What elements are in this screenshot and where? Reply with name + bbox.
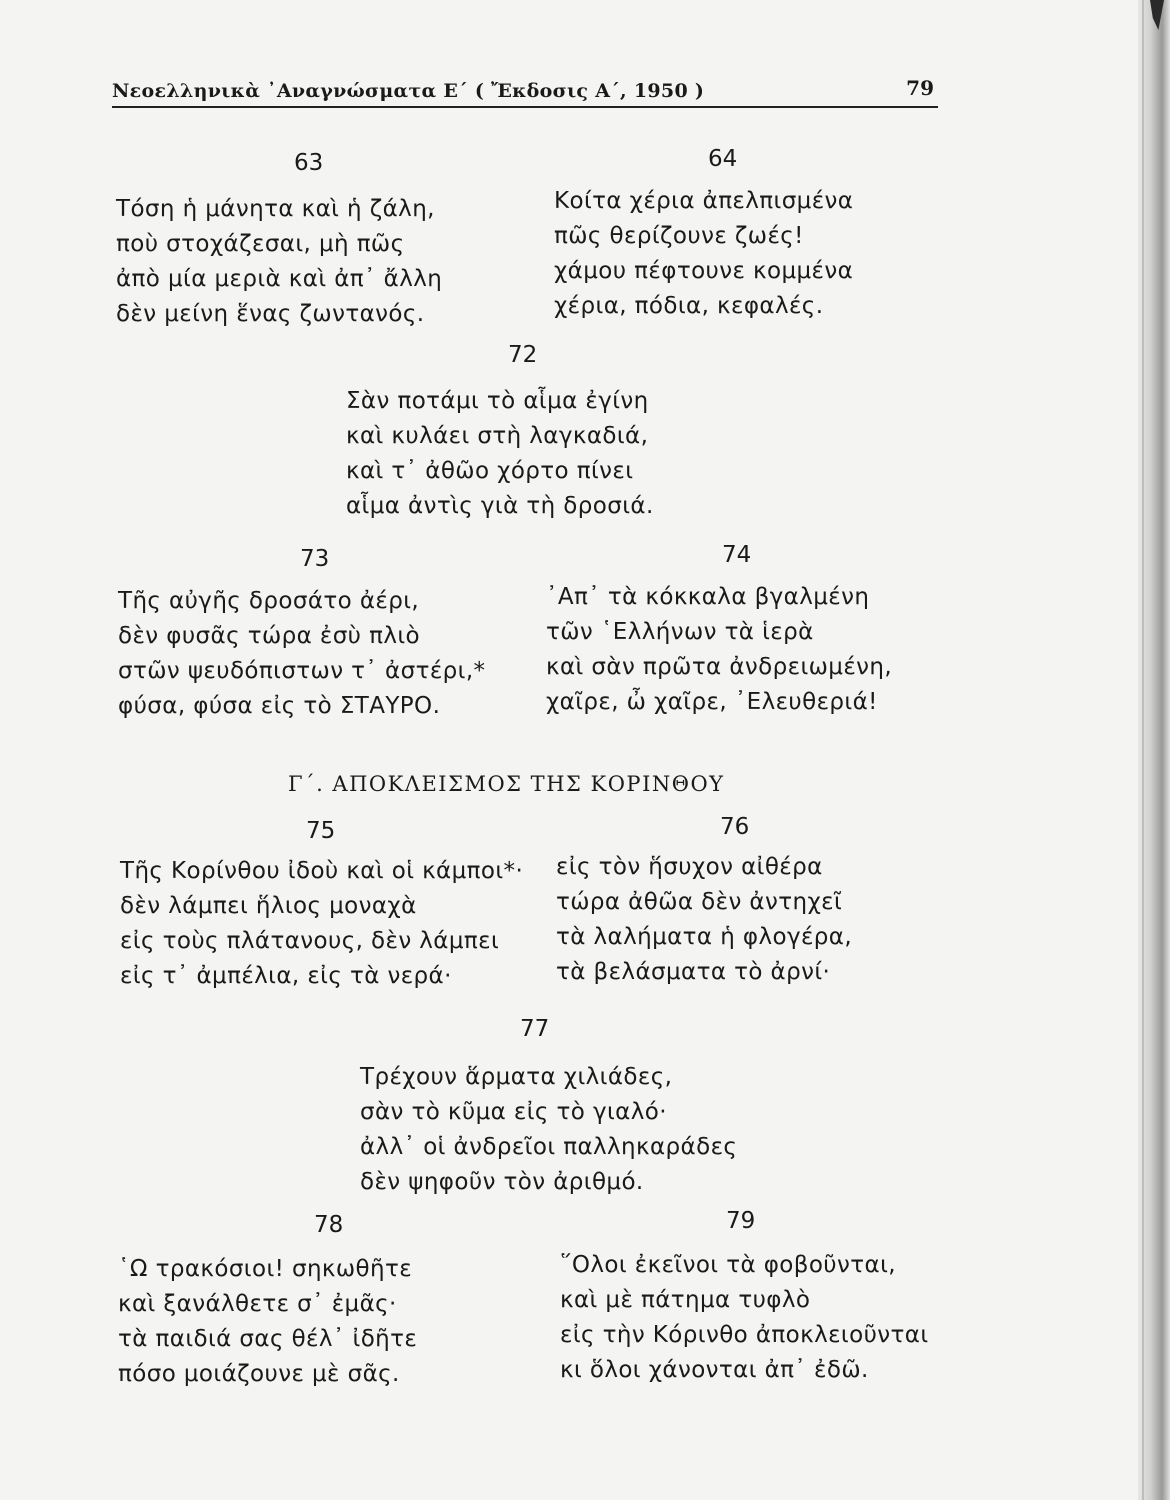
verse-line: πῶς θερίζουνε ζωές! [554,223,804,249]
running-header [112,76,938,108]
stanza-lines [360,1060,737,1200]
verse-line: καὶ σὰν πρῶτα ἀνδρειωμένη, [546,654,893,680]
stanza-number: 78 [314,1212,344,1238]
verse-line: αἷμα ἀντὶς γιὰ τὴ δροσιά. [346,493,654,519]
stanza-number: 63 [294,150,324,176]
stanza-number: 74 [722,542,752,568]
stanza-number: 72 [508,342,538,368]
verse-line: φύσα, φύσα εἰς τὸ ΣΤΑΥΡΟ. [118,693,441,719]
verse-line: χάμου πέφτουνε κομμένα [554,258,854,284]
verse-line: τὰ λαλήματα ἡ φλογέρα, [556,924,853,950]
verse-line: τὰ βελάσματα τὸ ἀρνί· [556,959,831,985]
verse-line: δὲν μείνη ἕνας ζωντανός. [116,301,425,327]
verse-line: τώρα ἀθῶα δὲν ἀντηχεῖ [556,889,843,915]
stanza-number: 73 [300,546,330,572]
verse-line: ᾿Απ᾿ τὰ κόκκαλα βγαλμένη [546,584,870,610]
verse-line: δὲν λάμπει ἥλιος μοναχὰ [120,893,417,919]
stanza-lines [116,192,442,332]
verse-line: κι ὅλοι χάνονται ἀπ᾿ ἐδῶ. [560,1357,869,1383]
stanza-number: 76 [720,814,750,840]
verse-line: ῾Ω τρακόσιοι! σηκωθῆτε [118,1256,413,1282]
verse-line: Τῆς αὐγῆς δροσάτο ἀέρι, [118,588,420,614]
verse-line: εἰς τοὺς πλάτανους, δὲν λάμπει [120,928,500,954]
verse-line: χαῖρε, ὦ χαῖρε, ᾿Ελευθεριά! [546,689,878,715]
verse-line: ποὺ στοχάζεσαι, μὴ πῶς [116,231,405,257]
verse-line: Τόση ἡ μάνητα καὶ ἡ ζάλη, [116,196,435,222]
verse-line: καὶ μὲ πάτημα τυφλὸ [560,1287,811,1313]
stanza-lines [556,850,852,990]
stanza-lines [118,584,485,724]
verse-line: εἰς τ᾿ ἀμπέλια, εἰς τὰ νερά· [120,963,452,989]
verse-line: σὰν τὸ κῦμα εἰς τὸ γιαλό· [360,1099,667,1125]
stanza-lines [560,1248,929,1388]
verse-line: καὶ ξανάλθετε σ᾿ ἐμᾶς· [118,1291,397,1317]
verse-line: πόσο μοιάζουνε μὲ σᾶς. [118,1361,400,1387]
verse-line: εἰς τὴν Κόρινθο ἀποκλειοῦνται [560,1322,929,1348]
stanza-lines [346,384,654,524]
verse-line: τὰ παιδιά σας θέλ᾿ ἰδῆτε [118,1326,418,1352]
verse-line: ἀπὸ μία μεριὰ καὶ ἀπ᾿ ἄλλη [116,266,443,292]
stanza-lines [554,184,853,324]
verse-line: χέρια, πόδια, κεφαλές. [554,293,824,319]
verse-line: καὶ κυλάει στὴ λαγκαδιά, [346,423,649,449]
stanza-lines [118,1252,417,1392]
verse-line: ἀλλ᾿ οἱ ἀνδρεῖοι παλληκαράδες [360,1134,738,1160]
running-header-title: Νεοελληνικὰ ᾿Αναγνώσματα Ε΄ ( Ἔκδοσις Α΄, 1950 ) [112,80,705,102]
page-number: 79 [906,76,934,100]
section-heading: Γ΄. ΑΠΟΚΛΕΙΣΜΟΣ ΤΗΣ ΚΟΡΙΝΘΟΥ [288,772,725,796]
verse-line: Σὰν ποτάμι τὸ αἷμα ἐγίνη [346,388,649,414]
verse-line: Τρέχουν ἅρματα χιλιάδες, [360,1064,673,1090]
verse-line: δὲν ψηφοῦν τὸν ἀριθμό. [360,1169,644,1195]
verse-line: Τῆς Κορίνθου ἰδοὺ καὶ οἱ κάμποι*· [120,858,524,884]
stanza-number: 64 [708,146,738,172]
verse-line: ῞Ολοι ἐκεῖνοι τὰ φοβοῦνται, [560,1252,896,1278]
verse-line: δὲν φυσᾶς τώρα ἐσὺ πλιὸ [118,623,421,649]
stanza-number: 79 [726,1208,756,1234]
verse-line: στῶν ψευδόπιστων τ᾿ ἀστέρι,* [118,658,486,684]
stanza-lines [546,580,892,720]
verse-line: Κοίτα χέρια ἀπελπισμένα [554,188,854,214]
stanza-lines [120,854,523,994]
stanza-number: 77 [520,1016,550,1042]
stanza-number: 75 [306,818,336,844]
verse-line: τῶν ῾Ελλήνων τὰ ἱερὰ [546,619,814,645]
book-page-edge [1138,0,1170,1500]
verse-line: εἰς τὸν ἥσυχον αἰθέρα [556,854,823,880]
verse-line: καὶ τ᾿ ἀθῶο χόρτο πίνει [346,458,634,484]
